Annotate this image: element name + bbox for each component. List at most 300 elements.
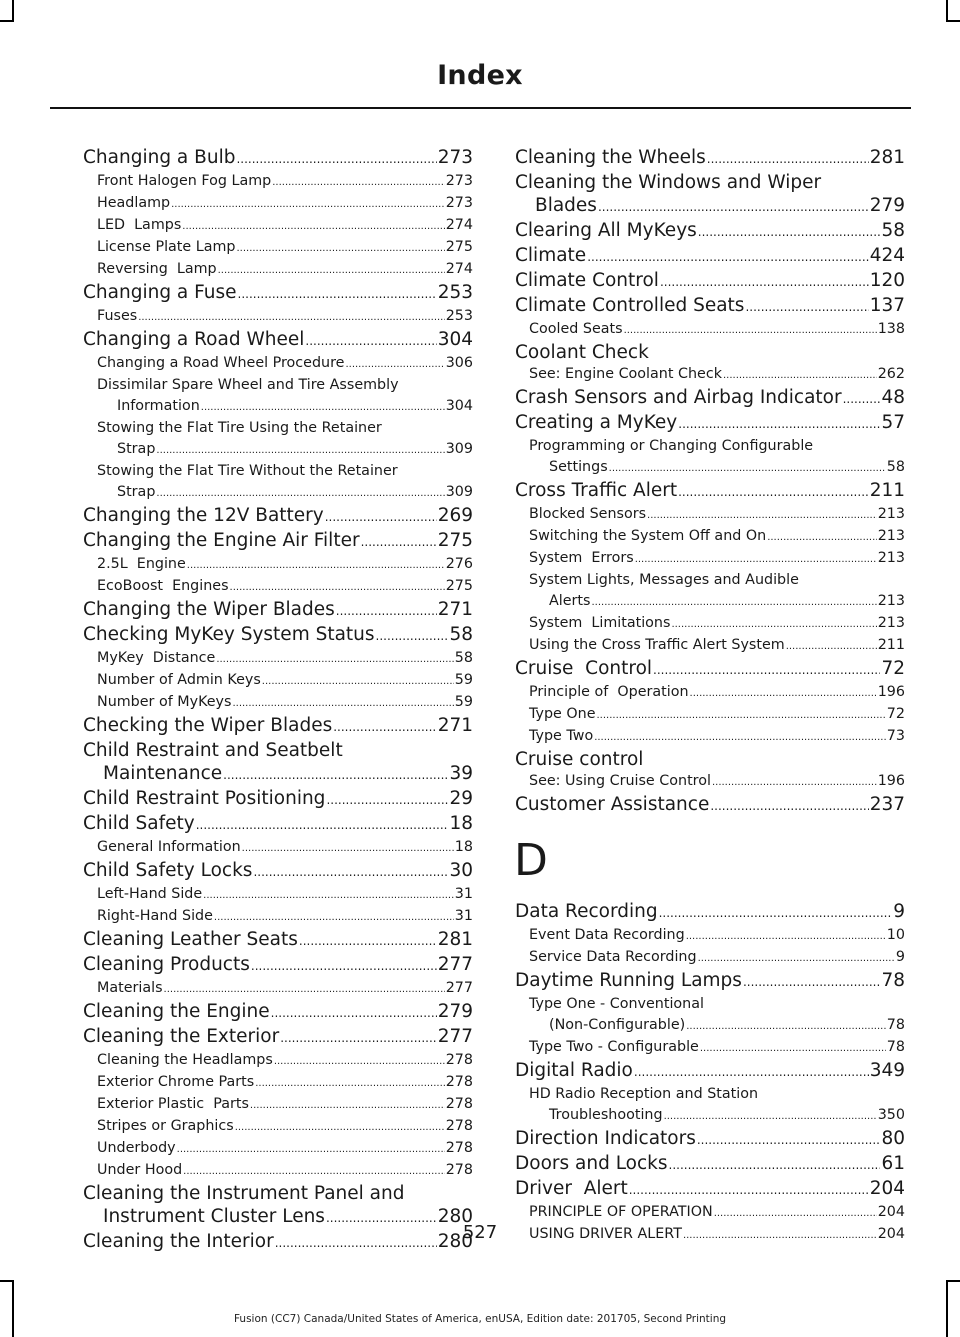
entry-label: System Limitations <box>529 615 671 631</box>
entry-label: Exterior Plastic Parts <box>97 1096 249 1112</box>
dot-leader <box>223 764 448 787</box>
page-ref: 48 <box>881 387 905 408</box>
dot-leader <box>255 1073 444 1094</box>
entry-label: Child Safety Locks <box>83 860 253 881</box>
entry-line <box>515 657 905 682</box>
entry-label: General Information <box>97 839 241 855</box>
entry-line <box>83 812 473 837</box>
page-title: Index <box>437 60 523 91</box>
index-entry <box>515 294 905 319</box>
entry-label: Event Data Recording <box>529 927 685 943</box>
index-subentry <box>515 570 905 613</box>
index-entry <box>515 1152 905 1177</box>
page-ref: 278 <box>445 1096 473 1112</box>
entry-label: Reversing Lamp <box>97 261 217 277</box>
entry-label: Information <box>117 398 200 414</box>
entry-label: Fuses <box>97 308 138 324</box>
entry-label: Cleaning the Windows and Wiper <box>515 172 822 193</box>
page-ref: 309 <box>445 441 473 457</box>
page-ref: 280 <box>437 1231 473 1252</box>
page-ref: 269 <box>437 505 473 526</box>
entry-label: (Non-Configurable) <box>549 1017 686 1033</box>
entry-line <box>529 925 905 947</box>
page-ref: 211 <box>877 637 905 653</box>
entry-line <box>515 294 905 319</box>
dot-leader <box>201 397 445 418</box>
dot-leader <box>177 1139 445 1160</box>
page-number: 527 <box>462 1222 498 1243</box>
entry-label: Cross Traffic Alert <box>515 480 678 501</box>
page-ref: 58 <box>454 650 473 666</box>
dot-leader <box>203 885 454 906</box>
footer-edition: Fusion (CC7) Canada/United States of America, enUSA, Edition date: 201705, Second Printing <box>233 1313 727 1325</box>
entry-label: Front Halogen Fog Lamp <box>97 173 272 189</box>
index-entry <box>515 748 905 771</box>
entry-line <box>83 762 473 787</box>
page-ref: 277 <box>437 954 473 975</box>
entry-label: Child Safety <box>83 813 195 834</box>
entry-line <box>515 146 905 171</box>
index-entry <box>515 1127 905 1152</box>
entry-label: Cleaning the Headlamps <box>97 1052 273 1068</box>
entry-line <box>97 1050 473 1072</box>
entry-label: Creating a MyKey <box>515 412 678 433</box>
entry-label: Programming or Changing Configurable <box>529 438 814 454</box>
dot-leader <box>274 1051 445 1072</box>
entry-label: Climate <box>515 245 587 266</box>
entry-line <box>97 978 473 1000</box>
index-subentry <box>83 906 473 928</box>
entry-label: Cleaning the Wheels <box>515 147 706 168</box>
index-subentry <box>515 771 905 793</box>
dot-leader <box>714 1203 877 1224</box>
dot-leader <box>653 659 880 682</box>
page-ref: 271 <box>437 599 473 620</box>
entry-label: Number of Admin Keys <box>97 672 261 688</box>
dot-leader <box>325 506 437 529</box>
entry-line <box>529 704 905 726</box>
entry-label: Troubleshooting <box>549 1107 663 1123</box>
page-ref: 31 <box>454 908 473 924</box>
index-subentry <box>83 259 473 281</box>
page-ref: 58 <box>886 459 905 475</box>
index-column-right <box>515 146 905 1246</box>
dot-leader <box>587 246 868 269</box>
index-subentry <box>83 1050 473 1072</box>
index-entry <box>515 1059 905 1084</box>
page-ref: 309 <box>445 484 473 500</box>
entry-line <box>97 396 473 418</box>
index-subentry <box>515 364 905 386</box>
entry-line <box>97 1116 473 1138</box>
index-subentry <box>515 682 905 704</box>
index-subentry <box>83 306 473 328</box>
index-subentry <box>515 319 905 341</box>
entry-label: Headlamp <box>97 195 171 211</box>
index-subentry <box>83 1116 473 1138</box>
index-entry <box>83 529 473 554</box>
dot-leader <box>745 296 868 319</box>
dot-leader <box>707 148 869 171</box>
entry-label: Coolant Check <box>515 342 649 363</box>
dot-leader <box>635 549 877 570</box>
entry-line <box>515 900 905 925</box>
index-subentry <box>83 648 473 670</box>
entry-label: Cleaning the Exterior <box>83 1026 280 1047</box>
index-entry <box>515 479 905 504</box>
index-subentry <box>515 994 905 1037</box>
dot-leader <box>251 955 437 978</box>
page-ref: 29 <box>449 788 473 809</box>
entry-label: Driver Alert <box>515 1178 628 1199</box>
page-ref: 274 <box>445 217 473 233</box>
entry-line <box>97 906 473 928</box>
entry-label: Changing the Wiper Blades <box>83 599 335 620</box>
page-ref: 58 <box>449 624 473 645</box>
page-ref: 30 <box>449 860 473 881</box>
crop-mark <box>12 0 14 22</box>
entry-line <box>97 171 473 193</box>
page-ref: 279 <box>869 195 905 216</box>
entry-label: System Lights, Messages and Audible <box>529 572 799 588</box>
entry-label: Changing the Engine Air Filter <box>83 530 360 551</box>
entry-line <box>515 194 905 219</box>
entry-label: Child Restraint Positioning <box>83 788 326 809</box>
entry-line <box>97 1094 473 1116</box>
entry-label: Daytime Running Lamps <box>515 970 742 991</box>
entry-label: Cleaning the Instrument Panel and <box>83 1183 405 1204</box>
page-ref: 281 <box>869 147 905 168</box>
dot-leader <box>230 577 445 598</box>
entry-line <box>515 1059 905 1084</box>
index-subentry <box>515 635 905 657</box>
entry-label: Type Two - Configurable <box>529 1039 699 1055</box>
entry-line <box>529 682 905 704</box>
page-ref: 278 <box>445 1052 473 1068</box>
entry-label: Cleaning the Engine <box>83 1001 270 1022</box>
entry-line <box>529 591 905 613</box>
page-ref: 39 <box>449 763 473 784</box>
index-subentry <box>83 461 473 504</box>
page-ref: 424 <box>869 245 905 266</box>
index-entry <box>83 787 473 812</box>
entry-label: Changing the 12V Battery <box>83 505 324 526</box>
entry-label: Clearing All MyKeys <box>515 220 697 241</box>
entry-line <box>97 837 473 859</box>
index-entry <box>515 269 905 294</box>
index-subentry <box>83 692 473 714</box>
entry-label: Number of MyKeys <box>97 694 232 710</box>
page-ref: 281 <box>437 929 473 950</box>
entry-label: Data Recording <box>515 901 658 922</box>
page-ref: 304 <box>445 398 473 414</box>
entry-line <box>83 281 473 306</box>
entry-line <box>83 146 473 171</box>
dot-leader <box>660 271 869 294</box>
entry-line <box>83 859 473 884</box>
entry-line <box>529 526 905 548</box>
entry-line <box>529 947 905 969</box>
page-ref: 271 <box>437 715 473 736</box>
entry-label: Dissimilar Spare Wheel and Tire Assembly <box>97 377 399 393</box>
dot-leader <box>183 1161 445 1182</box>
page-ref: 262 <box>877 366 905 382</box>
dot-leader <box>305 330 436 353</box>
entry-label: Principle of Operation <box>529 684 689 700</box>
index-entry <box>515 1177 905 1202</box>
entry-label: Cleaning Leather Seats <box>83 929 298 950</box>
entry-label: Cleaning Products <box>83 954 250 975</box>
page-ref: 280 <box>437 1206 473 1227</box>
index-subentry <box>83 1072 473 1094</box>
entry-label: EcoBoost Engines <box>97 578 229 594</box>
entry-line <box>529 1015 905 1037</box>
entry-label: Type One <box>529 706 596 722</box>
dot-leader <box>767 527 877 548</box>
entry-line <box>529 319 905 341</box>
page-ref: 31 <box>454 886 473 902</box>
entry-label: Blocked Sensors <box>529 506 647 522</box>
page-ref: 274 <box>445 261 473 277</box>
entry-line <box>529 1037 905 1059</box>
entry-label: Underbody <box>97 1140 176 1156</box>
index-subentry <box>515 613 905 635</box>
index-subentry <box>83 375 473 418</box>
dot-leader <box>659 902 893 925</box>
index-entry <box>83 739 473 787</box>
page-ref: 213 <box>877 506 905 522</box>
index-subentry <box>515 548 905 570</box>
page-ref: 213 <box>877 593 905 609</box>
page-ref: 72 <box>886 706 905 722</box>
index-entry <box>515 244 905 269</box>
dot-leader <box>723 365 877 386</box>
entry-label: Blades <box>535 195 597 216</box>
index-entry <box>515 657 905 682</box>
page-ref: 78 <box>881 970 905 991</box>
entry-label: Strap <box>117 441 156 457</box>
entry-label: Stowing the Flat Tire Without the Retainer <box>97 463 398 479</box>
entry-label: Cruise Control <box>515 658 653 679</box>
index-entry <box>83 281 473 306</box>
entry-label: Using the Cross Traffic Alert System <box>529 637 785 653</box>
page-ref: 72 <box>881 658 905 679</box>
entry-label: Left-Hand Side <box>97 886 203 902</box>
index-subentry <box>83 1160 473 1182</box>
page-ref: 213 <box>877 550 905 566</box>
entry-line <box>529 771 905 793</box>
crop-mark <box>946 20 960 22</box>
entry-line <box>97 1138 473 1160</box>
entry-line <box>97 554 473 576</box>
page-ref: 278 <box>445 1118 473 1134</box>
entry-label: MyKey Distance <box>97 650 216 666</box>
entry-label: Checking the Wiper Blades <box>83 715 333 736</box>
entry-label: Checking MyKey System Status <box>83 624 375 645</box>
dot-leader <box>647 505 877 526</box>
entry-line <box>83 529 473 554</box>
dot-leader <box>253 861 448 884</box>
entry-line <box>515 479 905 504</box>
index-subentry <box>83 576 473 598</box>
page-ref: 58 <box>881 220 905 241</box>
index-subentry <box>83 884 473 906</box>
index-entry <box>83 504 473 529</box>
entry-line <box>97 353 473 375</box>
page-ref: 59 <box>454 694 473 710</box>
index-entry <box>515 969 905 994</box>
entry-line <box>529 1202 905 1224</box>
dot-leader <box>171 194 445 215</box>
index-entry <box>83 859 473 884</box>
entry-line <box>515 386 905 411</box>
entry-label: PRINCIPLE OF OPERATION <box>529 1204 713 1220</box>
entry-label: Settings <box>549 459 608 475</box>
entry-label: Crash Sensors and Airbag Indicator <box>515 387 842 408</box>
page-ref: 278 <box>445 1162 473 1178</box>
entry-label: Child Restraint and Seatbelt <box>83 740 343 761</box>
dot-leader <box>262 671 454 692</box>
entry-line <box>515 969 905 994</box>
entry-line <box>515 1177 905 1202</box>
page-ref: 275 <box>437 530 473 551</box>
dot-leader <box>218 260 445 281</box>
entry-label: See: Engine Coolant Check <box>529 366 722 382</box>
index-subentry <box>83 171 473 193</box>
entry-line <box>83 1025 473 1050</box>
index-subentry <box>515 436 905 479</box>
entry-label: Customer Assistance <box>515 794 710 815</box>
dot-leader <box>686 926 886 947</box>
header-rule <box>50 107 911 109</box>
entry-label: Changing a Fuse <box>83 282 237 303</box>
index-subentry <box>515 726 905 748</box>
index-entry <box>83 953 473 978</box>
page-ref: 78 <box>886 1017 905 1033</box>
page-ref: 349 <box>869 1060 905 1081</box>
entry-label: 2.5L Engine <box>97 556 186 572</box>
page-ref: 304 <box>437 329 473 350</box>
dot-leader <box>669 1154 881 1177</box>
index-entry <box>515 411 905 436</box>
index-entry <box>83 598 473 623</box>
index-entry <box>515 386 905 411</box>
dot-leader <box>697 1129 881 1152</box>
entry-line <box>529 364 905 386</box>
entry-line <box>529 548 905 570</box>
dot-leader <box>236 148 436 171</box>
entry-label: Instrument Cluster Lens <box>103 1206 325 1227</box>
dot-leader <box>182 216 444 237</box>
dot-leader <box>690 683 877 704</box>
dot-leader <box>250 1095 445 1116</box>
entry-label: Cruise control <box>515 749 644 770</box>
dot-leader <box>671 614 876 635</box>
page-ref: 9 <box>895 949 905 965</box>
index-subentry <box>83 1138 473 1160</box>
page-ref: 204 <box>869 1178 905 1199</box>
entry-line <box>83 328 473 353</box>
index-subentry <box>83 418 473 461</box>
entry-line <box>83 928 473 953</box>
entry-line <box>515 1127 905 1152</box>
entry-label: USING DRIVER ALERT <box>529 1226 682 1242</box>
index-entry <box>83 623 473 648</box>
entry-label: Changing a Road Wheel Procedure <box>97 355 345 371</box>
dot-leader <box>710 795 868 818</box>
entry-line <box>529 726 905 748</box>
entry-line <box>97 439 473 461</box>
crop-mark <box>12 1280 14 1337</box>
dot-leader <box>236 238 444 259</box>
entry-line <box>97 1072 473 1094</box>
dot-leader <box>678 481 869 504</box>
dot-leader <box>336 600 437 623</box>
page-ref: 278 <box>445 1074 473 1090</box>
entry-label: Digital Radio <box>515 1060 633 1081</box>
index-entry <box>515 146 905 171</box>
dot-leader <box>698 221 881 244</box>
page-ref: 273 <box>445 195 473 211</box>
index-entry <box>83 714 473 739</box>
dot-leader <box>597 705 886 726</box>
dot-leader <box>629 1179 869 1202</box>
index-entry <box>83 1000 473 1025</box>
dot-leader <box>591 592 876 613</box>
entry-line <box>529 457 905 479</box>
index-entry <box>83 812 473 837</box>
index-subentry <box>83 353 473 375</box>
entry-line <box>97 482 473 504</box>
entry-line <box>515 244 905 269</box>
index-subentry <box>83 237 473 259</box>
page-ref: 9 <box>893 901 905 922</box>
dot-leader <box>196 814 449 837</box>
index-subentry <box>83 215 473 237</box>
crop-mark <box>946 1280 960 1282</box>
entry-label: System Errors <box>529 550 634 566</box>
page-ref: 196 <box>877 773 905 789</box>
page-ref: 275 <box>445 578 473 594</box>
entry-line <box>97 259 473 281</box>
entry-label: Type Two <box>529 728 594 744</box>
crop-mark <box>0 1280 14 1282</box>
page-ref: 237 <box>869 794 905 815</box>
entry-line <box>97 237 473 259</box>
index-entry <box>83 928 473 953</box>
entry-label: Exterior Chrome Parts <box>97 1074 255 1090</box>
index-subentry <box>515 1202 905 1224</box>
entry-label: Climate Control <box>515 270 659 291</box>
index-column-left <box>83 146 473 1255</box>
page-ref: 78 <box>886 1039 905 1055</box>
entry-line <box>83 504 473 529</box>
entry-line <box>515 269 905 294</box>
page-ref: 277 <box>445 980 473 996</box>
entry-line <box>97 576 473 598</box>
entry-line <box>529 613 905 635</box>
entry-line <box>83 623 473 648</box>
page-ref: 57 <box>881 412 905 433</box>
index-subentry <box>83 670 473 692</box>
page-ref: 350 <box>877 1107 905 1123</box>
index-subentry <box>83 554 473 576</box>
entry-line <box>529 1105 905 1127</box>
page-ref: 204 <box>877 1226 905 1242</box>
page-ref: 18 <box>449 813 473 834</box>
index-subentry <box>515 1037 905 1059</box>
dot-leader <box>164 979 445 1000</box>
